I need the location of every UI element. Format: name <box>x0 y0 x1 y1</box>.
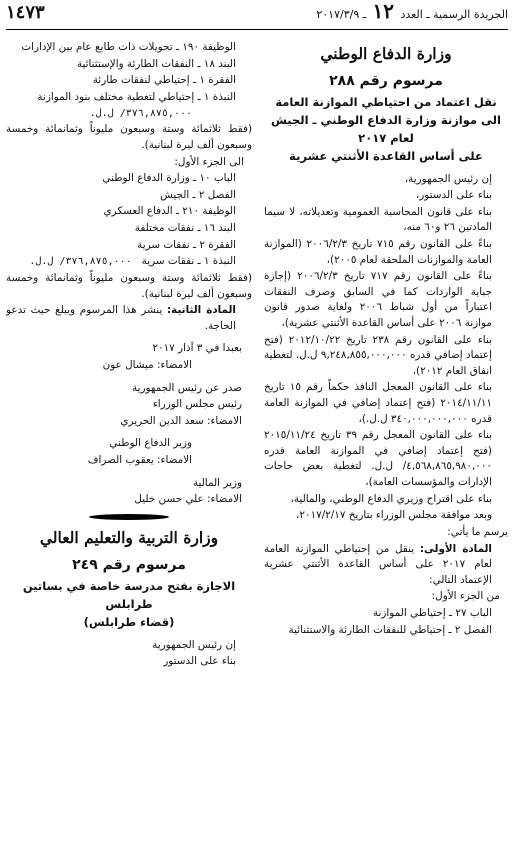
gazette-name: الجريدة الرسمية ـ العدد <box>400 8 508 21</box>
subject-line: لعام ٢٠١٧ <box>358 130 414 145</box>
issue-number: ١٢ <box>372 0 394 23</box>
preamble-paragraph: بناء على قانون المحاسبة العمومية وتعديلاته، لا سيما المادتين ٢٦ و٦٠ منه، <box>264 205 492 234</box>
signature-defense: الامضاء: يعقوب الصراف <box>87 454 192 467</box>
budget-line: البند ١٨ ـ النفقات الطارئة والإستثنائية <box>76 57 236 70</box>
page-header <box>6 0 508 30</box>
preamble-paragraph: بناء على القانون المعجل النافذ حكماً رقم ١٥ تاريخ ٢٠١٤/١١/١١ (فتح إعتماد إضافي في الموازنة العامة قدره ٣٤٠,٠٠٠,٠٠٠,٠٠٠ ل.ل.)، <box>264 381 492 425</box>
budget-line: الفصل ٢ ـ الجيش <box>160 188 236 201</box>
preamble-paragraph: بناء على الدستور <box>163 655 236 668</box>
budget-chapter: الباب ٢٧ ـ إحتياطي الموازنة <box>372 606 492 619</box>
budget-section: الفصل ٢ ـ إحتياطي للنفقات الطارئة والاستثنائية <box>288 623 492 636</box>
subject-line: الى موازنة وزارة الدفاع الوطني ـ الجيش <box>271 113 501 128</box>
subject-line: نقل اعتماد من احتياطي الموازنة العامة <box>275 95 497 110</box>
issued-by: صدر عن رئيس الجمهورية <box>131 381 242 394</box>
decree-title: مرسوم رقم ٢٨٨ <box>329 73 443 90</box>
issued-place-date: بعبدا في ٣ آذار ٢٠١٧ <box>152 342 242 355</box>
budget-line: الفقرة ١ ـ إحتياطي لنفقات طارئة <box>92 74 236 87</box>
budget-line: الوظيفة ٢١٠ ـ الدفاع العسكري <box>103 205 236 218</box>
preamble-paragraph: بناءً على القانون رقم ٧١٥ تاريخ ٢٠٠٦/٢/٣ (الموازنة العامة والموازنات الملحقة لعام ٢٠٠٥)، <box>264 237 493 266</box>
preamble-paragraph: بناء على اقتراح وزيري الدفاع الوطني، والمالية، <box>290 492 492 505</box>
amount-figure: ٣٧٦,٨٧٥,٠٠٠/ ل.ل. <box>89 108 192 120</box>
article-one-label: المادة الأولى: <box>419 542 492 555</box>
decree-subject <box>264 94 508 165</box>
defense-minister-title: وزير الدفاع الوطني <box>109 437 192 450</box>
from-part: من الجزء الأول: <box>431 590 500 603</box>
budget-line: الوظيفة ١٩٠ ـ تحويلات ذات طابع عام بين الإدارات <box>21 41 236 53</box>
subclause-with-amount <box>6 254 252 270</box>
pm-title: رئيس مجلس الوزراء <box>152 398 242 411</box>
decree-subject: الاجازة بفتح مدرسة خاصة في بساتين طرابلس <box>22 579 236 611</box>
article-one <box>264 542 508 589</box>
page-number: ١٤٧٣ <box>6 2 45 23</box>
article-two-label: المادة الثانية: <box>166 304 236 317</box>
subclause-label: النبذة ١ ـ نفقات سرية <box>141 255 236 268</box>
budget-line: النبذة ١ ـ إحتياطي لتغطية مختلف بنود الموازنة <box>37 90 236 103</box>
ministry-title: وزارة الدفاع الوطني <box>320 44 452 63</box>
budget-line: الفقرة ٢ ـ نفقات سرية <box>137 238 236 251</box>
ministry-title: وزارة التربية والتعليم العالي <box>39 527 219 547</box>
decrees-label: يرسم ما يأتي: <box>447 525 508 538</box>
decree-title: مرسوم رقم ٢٤٩ <box>72 557 186 574</box>
preamble-paragraph: إن رئيس الجمهورية <box>152 638 236 651</box>
to-part: الى الجزء الأول: <box>174 155 244 168</box>
preamble-paragraph: بناء على القانون المعجل رقم ٣٩ تاريخ ٢٠١٥/١١/٢٤ (فتح إعتماد إضافي في الموازنة العامة قدره ٤,٥٦٨,٨٦٥,٩٨٠,٠٠٠/ ل.ل. لتغطية بعض حاجات الإدارات والمؤسسات العامة)، <box>264 429 493 489</box>
signature-pm: الامضاء: سعد الدين الحريري <box>120 414 242 427</box>
article-two <box>6 303 252 334</box>
signature-president: الامضاء: ميشال عون <box>102 358 192 371</box>
issue-date: ـ ٢٠١٧/٣/٩ <box>316 8 366 21</box>
gazette-title <box>316 0 508 26</box>
decree-district: (قضاء طرابلس) <box>83 614 175 629</box>
preamble-paragraph: إن رئيس الجمهورية، <box>404 172 492 185</box>
budget-line: البند ١٦ ـ نفقات مختلفة <box>134 222 236 235</box>
subject-line: على أساس القاعدة الأثنتي عشرية <box>289 148 483 163</box>
preamble-paragraph: وبعد موافقة مجلس الوزراء بتاريخ ٢٠١٧/٢/١٧، <box>296 509 492 522</box>
left-column <box>6 40 252 852</box>
preamble-paragraph: بناء على الدستور، <box>415 189 492 202</box>
article-one-text: ينقل من إحتياطي الموازنة العامة لعام ٢٠١٧ على أساس القاعدة الأثنتي عشرية الإعتماد التالي: <box>264 542 492 586</box>
amount-figure: ٣٧٦,٨٧٥,٠٠٠/ ل.ل. <box>29 256 132 268</box>
article-two-text: ينشر هذا المرسوم ويبلغ حيث تدعو الحاجة. <box>6 304 236 332</box>
signature-finance: الامضاء: علي حسن خليل <box>134 493 242 506</box>
preamble-paragraph: بناء على القانون رقم ٢٣٨ تاريخ ٢٠١٢/١٠/٢٢ (فتح إعتماد إضافي قدره ٩,٢٤٨,٨٥٥,٠٠٠,٠٠٠ ل.ل. لتغطية انفاق العام ٢٠١٢)، <box>264 333 492 377</box>
right-column <box>264 40 508 852</box>
budget-line: الباب ١٠ ـ وزارة الدفاع الوطني <box>102 172 236 185</box>
amount-words: (فقط ثلاثمائة وستة وسبعون مليوناً وثمانمائة وخمسة وسبعون ألف ليرة لبنانية). <box>6 271 252 300</box>
preamble-paragraph: بناءً على القانون رقم ٧١٧ تاريخ ٢٠٠٦/٢/٣ (إجازة جباية الواردات كما في السابق وصرف النفقات اعتباراً من أول شباط ٢٠٠٦ ولغاية صدور قانون موازنة ٢٠٠٦ على أساس القاعدة الأثنتي عشرية)، <box>264 270 493 329</box>
finance-minister-title: وزير المالية <box>192 476 242 489</box>
section-separator <box>89 514 169 520</box>
amount-words: (فقط ثلاثمائة وستة وسبعون مليوناً وثمانمائة وخمسة وسبعون ألف ليرة لبنانية). <box>6 123 252 152</box>
